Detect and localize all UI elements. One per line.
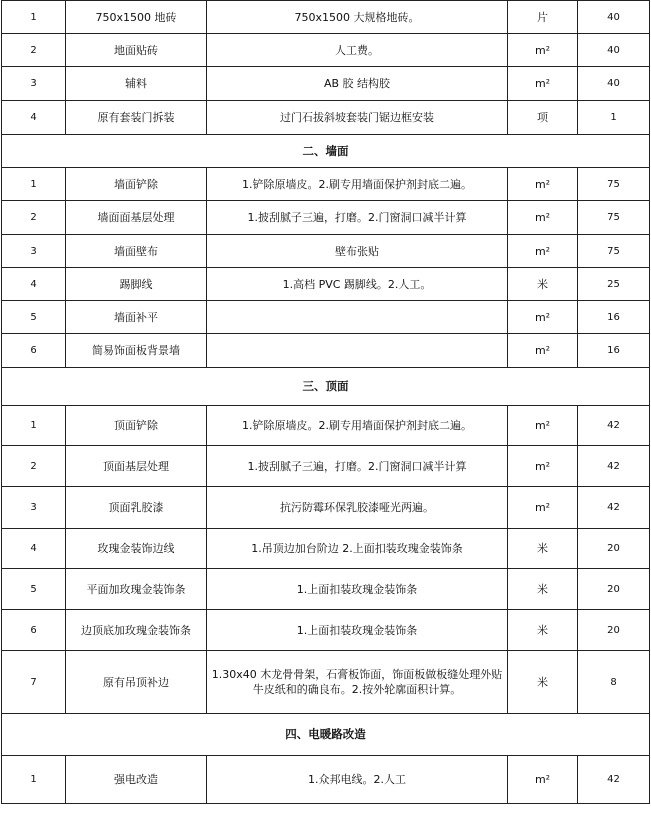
table-row bbox=[2, 268, 650, 301]
item-number: 7 bbox=[2, 651, 66, 714]
item-unit: m² bbox=[508, 406, 578, 446]
table-row bbox=[2, 67, 650, 101]
item-quantity: 16 bbox=[578, 334, 650, 368]
table-row bbox=[2, 334, 650, 368]
table-row bbox=[2, 406, 650, 446]
item-description bbox=[207, 301, 508, 334]
item-unit: m² bbox=[508, 201, 578, 235]
item-number: 1 bbox=[2, 406, 66, 446]
item-description: 人工费。 bbox=[207, 34, 508, 67]
item-number: 1 bbox=[2, 168, 66, 201]
item-description: 1.上面扣装玫瑰金装饰条 bbox=[207, 610, 508, 651]
item-name: 750x1500 地砖 bbox=[66, 1, 207, 34]
item-quantity: 42 bbox=[578, 446, 650, 487]
item-number: 2 bbox=[2, 446, 66, 487]
item-quantity: 1 bbox=[578, 101, 650, 135]
item-name: 平面加玫瑰金装饰条 bbox=[66, 569, 207, 610]
item-name: 墙面面基层处理 bbox=[66, 201, 207, 235]
item-quantity: 40 bbox=[578, 1, 650, 34]
item-name: 墙面补平 bbox=[66, 301, 207, 334]
table-row bbox=[2, 101, 650, 135]
item-quantity: 20 bbox=[578, 610, 650, 651]
item-unit: m² bbox=[508, 168, 578, 201]
item-name: 原有套装门拆装 bbox=[66, 101, 207, 135]
item-number: 5 bbox=[2, 301, 66, 334]
item-name: 顶面基层处理 bbox=[66, 446, 207, 487]
item-quantity: 16 bbox=[578, 301, 650, 334]
table-row bbox=[2, 1, 650, 34]
table-row bbox=[2, 569, 650, 610]
item-quantity: 75 bbox=[578, 168, 650, 201]
item-quantity: 42 bbox=[578, 756, 650, 804]
item-name: 边顶底加玫瑰金装饰条 bbox=[66, 610, 207, 651]
item-quantity: 25 bbox=[578, 268, 650, 301]
section-header-row bbox=[2, 714, 650, 756]
item-unit: 米 bbox=[508, 268, 578, 301]
item-unit: m² bbox=[508, 446, 578, 487]
section-title: 四、电暖路改造 bbox=[2, 714, 650, 756]
item-number: 4 bbox=[2, 101, 66, 135]
item-description: 壁布张贴 bbox=[207, 235, 508, 268]
item-description: AB 胶 结构胶 bbox=[207, 67, 508, 101]
item-number: 6 bbox=[2, 610, 66, 651]
table-row bbox=[2, 201, 650, 235]
item-name: 原有吊顶补边 bbox=[66, 651, 207, 714]
item-unit: m² bbox=[508, 34, 578, 67]
table-row bbox=[2, 34, 650, 67]
table-row bbox=[2, 756, 650, 804]
table-row bbox=[2, 529, 650, 569]
item-name: 墙面壁布 bbox=[66, 235, 207, 268]
item-description: 抗污防霉环保乳胶漆哑光两遍。 bbox=[207, 487, 508, 529]
item-quantity: 75 bbox=[578, 201, 650, 235]
item-unit: 米 bbox=[508, 569, 578, 610]
item-unit: 米 bbox=[508, 651, 578, 714]
item-unit: 片 bbox=[508, 1, 578, 34]
section-header-row bbox=[2, 368, 650, 406]
item-description: 1.吊顶边加台阶边 2.上面扣装玫瑰金装饰条 bbox=[207, 529, 508, 569]
table-row bbox=[2, 301, 650, 334]
item-number: 3 bbox=[2, 235, 66, 268]
item-quantity: 75 bbox=[578, 235, 650, 268]
item-name: 简易饰面板背景墙 bbox=[66, 334, 207, 368]
item-number: 6 bbox=[2, 334, 66, 368]
item-quantity: 20 bbox=[578, 529, 650, 569]
item-description: 1.30x40 木龙骨骨架，石膏板饰面，饰面板做板缝处理外贴牛皮纸和的确良布。2.按外轮廓面积计算。 bbox=[207, 651, 508, 714]
item-quantity: 40 bbox=[578, 67, 650, 101]
item-unit: m² bbox=[508, 67, 578, 101]
item-unit: m² bbox=[508, 301, 578, 334]
item-number: 1 bbox=[2, 1, 66, 34]
item-number: 3 bbox=[2, 487, 66, 529]
item-description bbox=[207, 334, 508, 368]
table-row bbox=[2, 168, 650, 201]
table-row bbox=[2, 487, 650, 529]
item-description: 1.披刮腻子三遍，打磨。2.门窗洞口减半计算 bbox=[207, 446, 508, 487]
section-title: 三、顶面 bbox=[2, 368, 650, 406]
item-unit: m² bbox=[508, 756, 578, 804]
item-number: 2 bbox=[2, 34, 66, 67]
item-quantity: 8 bbox=[578, 651, 650, 714]
item-unit: 米 bbox=[508, 610, 578, 651]
item-quantity: 42 bbox=[578, 406, 650, 446]
item-description: 1.高档 PVC 踢脚线。2.人工。 bbox=[207, 268, 508, 301]
item-name: 玫瑰金装饰边线 bbox=[66, 529, 207, 569]
table-row bbox=[2, 651, 650, 714]
item-description: 1.铲除原墙皮。2.刷专用墙面保护剂封底二遍。 bbox=[207, 168, 508, 201]
item-description: 1.众邦电线。2.人工 bbox=[207, 756, 508, 804]
section-title: 二、墙面 bbox=[2, 135, 650, 168]
item-name: 地面贴砖 bbox=[66, 34, 207, 67]
item-number: 4 bbox=[2, 268, 66, 301]
quotation-table bbox=[1, 0, 650, 804]
item-unit: 项 bbox=[508, 101, 578, 135]
item-unit: m² bbox=[508, 235, 578, 268]
item-description: 1.铲除原墙皮。2.刷专用墙面保护剂封底二遍。 bbox=[207, 406, 508, 446]
item-unit: m² bbox=[508, 334, 578, 368]
item-description: 1.披刮腻子三遍，打磨。2.门窗洞口减半计算 bbox=[207, 201, 508, 235]
item-description: 750x1500 大规格地砖。 bbox=[207, 1, 508, 34]
item-unit: m² bbox=[508, 487, 578, 529]
item-name: 强电改造 bbox=[66, 756, 207, 804]
quotation-table-body bbox=[2, 1, 650, 804]
item-number: 4 bbox=[2, 529, 66, 569]
item-number: 2 bbox=[2, 201, 66, 235]
table-row bbox=[2, 446, 650, 487]
item-name: 顶面乳胶漆 bbox=[66, 487, 207, 529]
item-number: 5 bbox=[2, 569, 66, 610]
item-description: 1.上面扣装玫瑰金装饰条 bbox=[207, 569, 508, 610]
item-name: 顶面铲除 bbox=[66, 406, 207, 446]
item-name: 墙面铲除 bbox=[66, 168, 207, 201]
item-quantity: 20 bbox=[578, 569, 650, 610]
table-row bbox=[2, 610, 650, 651]
item-unit: 米 bbox=[508, 529, 578, 569]
item-number: 1 bbox=[2, 756, 66, 804]
table-row bbox=[2, 235, 650, 268]
item-name: 踢脚线 bbox=[66, 268, 207, 301]
item-description: 过门石拔斜坡套装门锯边框安装 bbox=[207, 101, 508, 135]
section-header-row bbox=[2, 135, 650, 168]
item-quantity: 40 bbox=[578, 34, 650, 67]
item-quantity: 42 bbox=[578, 487, 650, 529]
item-name: 辅料 bbox=[66, 67, 207, 101]
item-number: 3 bbox=[2, 67, 66, 101]
